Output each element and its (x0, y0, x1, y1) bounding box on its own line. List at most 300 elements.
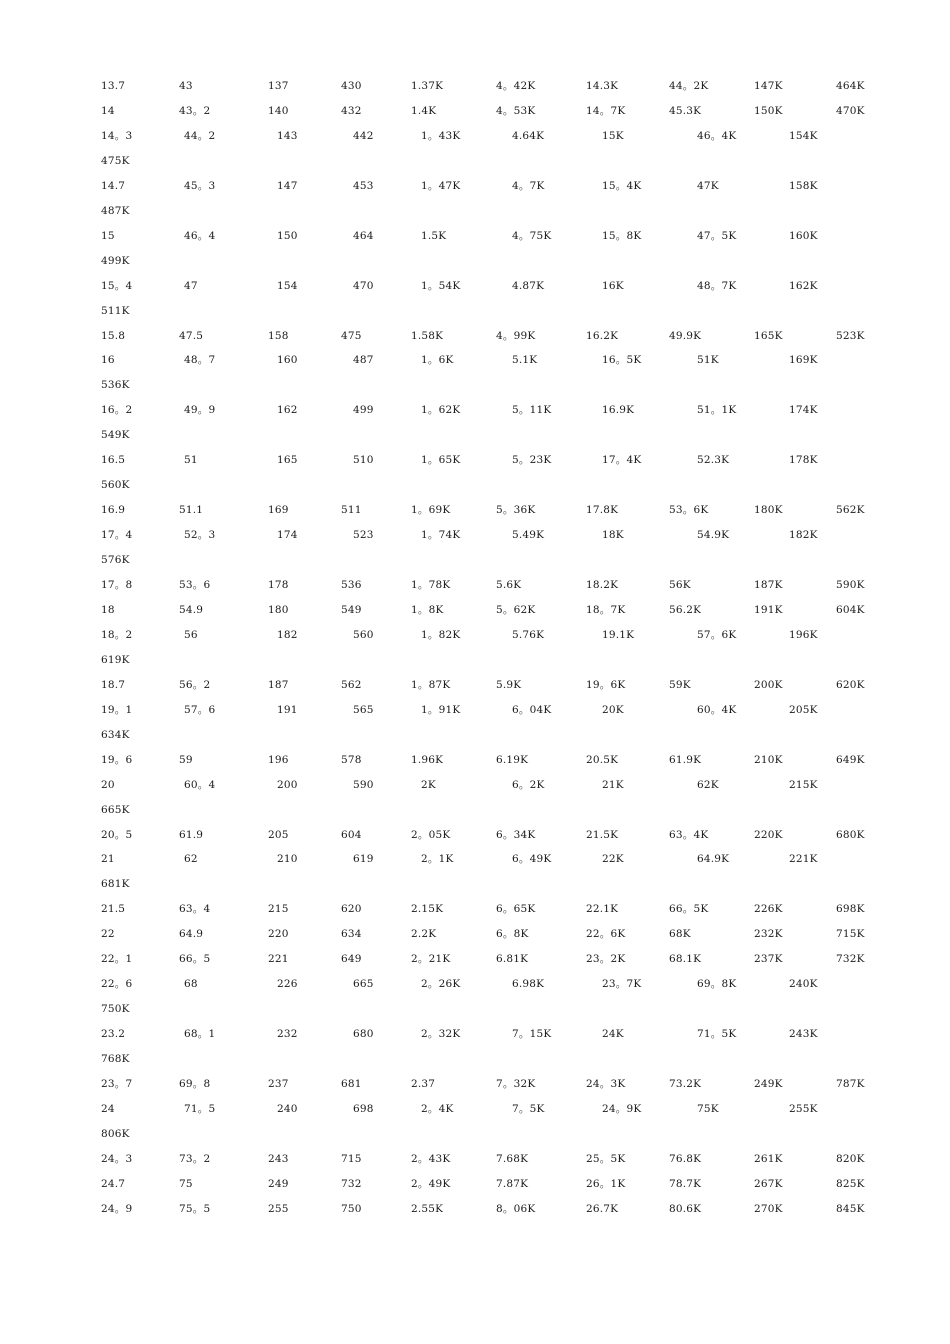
table-cell: 562K (836, 504, 865, 517)
table-cell: 2K (421, 778, 436, 791)
table-cell: 560K (101, 479, 130, 492)
table-cell: 61.9 (179, 828, 204, 841)
table-cell: 5.76K (512, 628, 545, 641)
table-cell: 680K (836, 828, 865, 841)
table-cell: 5.9K (496, 678, 522, 691)
table-cell: 1。69K (411, 504, 451, 517)
table-cell: 16.9K (602, 404, 635, 417)
table-cell: 820K (836, 1152, 865, 1165)
table-cell: 160K (789, 229, 818, 242)
table-cell: 2.15K (411, 903, 444, 916)
table-cell: 191K (754, 603, 783, 616)
table-cell: 73.2K (669, 1078, 702, 1090)
table-cell: 64.9 (179, 928, 204, 941)
table-cell: 80.6K (669, 1202, 702, 1215)
table-cell: 1.4K (411, 104, 437, 117)
table-cell: 187 (268, 678, 289, 691)
table-cell: 255K (789, 1102, 818, 1115)
table-cell: 619K (101, 653, 130, 666)
table-cell: 243K (789, 1028, 818, 1041)
table-cell: 68.1K (669, 953, 702, 966)
table-cell: 453 (353, 179, 374, 192)
table-cell: 750K (101, 1003, 130, 1016)
table-row (0, 898, 950, 920)
table-cell: 2。1K (421, 853, 454, 866)
table-cell: 51.1 (179, 504, 204, 517)
table-cell: 162K (789, 279, 818, 292)
table-cell: 14.3K (586, 80, 619, 92)
wrapped-value-line (0, 649, 950, 671)
table-cell: 649K (836, 753, 865, 766)
table-cell: 578 (341, 753, 362, 766)
table-cell: 178K (789, 454, 818, 467)
table-cell: 432 (341, 104, 362, 117)
table-cell: 562 (341, 678, 362, 691)
table-cell: 5.49K (512, 529, 545, 542)
table-cell: 576K (101, 554, 130, 567)
table-cell: 56。2 (179, 678, 211, 691)
table-cell: 7。32K (496, 1078, 536, 1090)
table-cell: 21K (602, 778, 624, 791)
table-row (0, 1173, 950, 1195)
table-cell: 53。6K (669, 504, 709, 517)
table-cell: 169K (789, 354, 818, 367)
table-row (0, 824, 950, 846)
table-cell: 470K (836, 104, 865, 117)
table-cell: 59 (179, 753, 193, 766)
table-cell: 6.98K (512, 978, 545, 991)
table-cell: 1.5K (421, 229, 447, 242)
table-cell: 6.19K (496, 753, 529, 766)
table-cell: 182 (277, 628, 298, 641)
table-cell: 52.3K (697, 454, 730, 467)
table-row (0, 449, 950, 471)
table-cell: 24。9K (602, 1102, 642, 1115)
table-cell: 17。4K (602, 454, 642, 467)
table-cell: 2。43K (411, 1152, 451, 1165)
table-cell: 56K (669, 579, 691, 591)
table-cell: 220 (268, 928, 289, 941)
table-cell: 78.7K (669, 1177, 702, 1190)
table-cell: 196K (789, 628, 818, 641)
table-cell: 54.9 (179, 603, 204, 616)
table-cell: 1。65K (421, 454, 461, 467)
table-cell: 154 (277, 279, 298, 292)
table-cell: 243 (268, 1152, 289, 1165)
table-cell: 19.1K (602, 628, 635, 641)
wrapped-value-line (0, 549, 950, 571)
table-cell: 2。49K (411, 1177, 451, 1190)
table-row (0, 1023, 950, 1045)
table-cell: 4。7K (512, 179, 545, 192)
table-cell: 182K (789, 529, 818, 542)
table-cell: 51K (697, 354, 719, 367)
table-cell: 18。2 (101, 628, 133, 641)
wrapped-value-line (0, 250, 950, 272)
table-row (0, 699, 950, 721)
table-cell: 180 (268, 603, 289, 616)
table-cell: 2。32K (421, 1028, 461, 1041)
table-cell: 17。8 (101, 579, 133, 591)
table-cell: 22K (602, 853, 624, 866)
table-cell: 24。9 (101, 1202, 133, 1215)
table-cell: 5.1K (512, 354, 538, 367)
table-cell: 20K (602, 703, 624, 716)
table-cell: 2。05K (411, 828, 451, 841)
table-row (0, 674, 950, 696)
table-cell: 66。5 (179, 953, 211, 966)
table-cell: 71。5K (697, 1028, 737, 1041)
table-cell: 6。49K (512, 853, 552, 866)
wrapped-value-line (0, 150, 950, 172)
table-cell: 523K (836, 329, 865, 342)
table-cell: 5。36K (496, 504, 536, 517)
table-cell: 16K (602, 279, 624, 292)
table-cell: 21.5 (101, 903, 126, 916)
table-cell: 2.55K (411, 1202, 444, 1215)
table-cell: 221 (268, 953, 289, 966)
table-cell: 604K (836, 603, 865, 616)
table-cell: 150K (754, 104, 783, 117)
table-cell: 54.9K (697, 529, 730, 542)
table-cell: 62 (184, 853, 198, 866)
table-cell: 43。2 (179, 104, 211, 117)
table-cell: 5。11K (512, 404, 552, 417)
table-row (0, 923, 950, 945)
table-cell: 56 (184, 628, 198, 641)
table-cell: 249 (268, 1177, 289, 1190)
table-cell: 137 (268, 80, 289, 92)
table-cell: 536 (341, 579, 362, 591)
table-cell: 53。6 (179, 579, 211, 591)
table-cell: 51。1K (697, 404, 737, 417)
table-cell: 715K (836, 928, 865, 941)
table-cell: 221K (789, 853, 818, 866)
table-cell: 590K (836, 579, 865, 591)
table-cell: 158 (268, 329, 289, 342)
table-cell: 510 (353, 454, 374, 467)
table-row (0, 225, 950, 247)
table-cell: 1。47K (421, 179, 461, 192)
table-cell: 604 (341, 828, 362, 841)
table-cell: 2。4K (421, 1102, 454, 1115)
table-cell: 226K (754, 903, 783, 916)
table-cell: 16 (101, 354, 115, 367)
table-cell: 20.5K (586, 753, 619, 766)
table-cell: 147 (277, 179, 298, 192)
table-cell: 75。5 (179, 1202, 211, 1215)
table-cell: 499 (353, 404, 374, 417)
table-cell: 52。3 (184, 529, 216, 542)
table-cell: 240K (789, 978, 818, 991)
table-cell: 5.6K (496, 579, 522, 591)
table-cell: 73。2 (179, 1152, 211, 1165)
table-cell: 165K (754, 329, 783, 342)
table-cell: 18。7K (586, 603, 626, 616)
table-cell: 261K (754, 1152, 783, 1165)
table-cell: 180K (754, 504, 783, 517)
table-cell: 698 (353, 1102, 374, 1115)
table-cell: 22。6 (101, 978, 133, 991)
table-cell: 49。9 (184, 404, 216, 417)
table-cell: 200K (754, 678, 783, 691)
table-cell: 845K (836, 1202, 865, 1215)
table-cell: 59K (669, 678, 691, 691)
wrapped-value-line (0, 1123, 950, 1145)
table-cell: 26。1K (586, 1177, 626, 1190)
table-cell: 220K (754, 828, 783, 841)
table-cell: 19。6K (586, 678, 626, 691)
table-cell: 64.9K (697, 853, 730, 866)
wrapped-value-line (0, 799, 950, 821)
table-cell: 18.2K (586, 579, 619, 591)
table-cell: 25。5K (586, 1152, 626, 1165)
table-cell: 2.37 (411, 1078, 436, 1090)
wrapped-value-line (0, 424, 950, 446)
table-cell: 4.64K (512, 129, 545, 142)
table-cell: 681K (101, 878, 130, 891)
table-cell: 56.2K (669, 603, 702, 616)
table-cell: 23。7 (101, 1078, 133, 1090)
table-row (0, 325, 950, 347)
table-cell: 549K (101, 429, 130, 442)
table-cell: 60。4K (697, 703, 737, 716)
table-cell: 1。82K (421, 628, 461, 641)
table-cell: 158K (789, 179, 818, 192)
table-cell: 21.5K (586, 828, 619, 841)
table-row (0, 774, 950, 796)
table-cell: 681 (341, 1078, 362, 1090)
table-row (0, 948, 950, 970)
table-cell: 442 (353, 129, 374, 142)
table-cell: 430 (341, 80, 362, 92)
table-cell: 17。4 (101, 529, 133, 542)
wrapped-value-line (0, 200, 950, 222)
table-cell: 240 (277, 1102, 298, 1115)
table-cell: 21 (101, 853, 115, 866)
table-cell: 270K (754, 1202, 783, 1215)
table-cell: 1.37K (411, 80, 444, 92)
table-cell: 14。7K (586, 104, 626, 117)
table-cell: 6.81K (496, 953, 529, 966)
table-cell: 200 (277, 778, 298, 791)
table-cell: 732K (836, 953, 865, 966)
table-cell: 825K (836, 1177, 865, 1190)
table-cell: 499K (101, 254, 130, 267)
table-cell: 47。5K (697, 229, 737, 242)
table-cell: 2.2K (411, 928, 437, 941)
table-row (0, 275, 950, 297)
table-cell: 1.96K (411, 753, 444, 766)
table-cell: 20 (101, 778, 115, 791)
table-cell: 215 (268, 903, 289, 916)
table-cell: 237 (268, 1078, 289, 1090)
table-cell: 24。3 (101, 1152, 133, 1165)
table-cell: 210K (754, 753, 783, 766)
table-row (0, 848, 950, 870)
table-cell: 57。6 (184, 703, 216, 716)
table-cell: 165 (277, 454, 298, 467)
table-cell: 71。5 (184, 1102, 216, 1115)
table-cell: 732 (341, 1177, 362, 1190)
table-cell: 15。4K (602, 179, 642, 192)
table-cell: 57。6K (697, 628, 737, 641)
table-cell: 6。04K (512, 703, 552, 716)
table-cell: 215K (789, 778, 818, 791)
table-cell: 22.1K (586, 903, 619, 916)
table-cell: 45。3 (184, 179, 216, 192)
table-cell: 44。2K (669, 80, 709, 92)
table-cell: 511K (101, 304, 130, 317)
table-cell: 787K (836, 1078, 865, 1090)
table-cell: 14.7 (101, 179, 126, 192)
table-cell: 20。5 (101, 828, 133, 841)
table-cell: 1。62K (421, 404, 461, 417)
table-cell: 680 (353, 1028, 374, 1041)
table-cell: 511 (341, 504, 362, 517)
table-cell: 68 (184, 978, 198, 991)
table-cell: 174K (789, 404, 818, 417)
table-cell: 487 (353, 354, 374, 367)
table-row (0, 75, 950, 97)
table-cell: 464K (836, 80, 865, 92)
table-row (0, 100, 950, 122)
table-cell: 7.68K (496, 1152, 529, 1165)
table-cell: 715 (341, 1152, 362, 1165)
table-cell: 22。6K (586, 928, 626, 941)
table-cell: 255 (268, 1202, 289, 1215)
table-cell: 806K (101, 1127, 130, 1140)
table-cell: 1。6K (421, 354, 454, 367)
table-cell: 634 (341, 928, 362, 941)
table-cell: 205 (268, 828, 289, 841)
table-cell: 47 (184, 279, 198, 292)
table-cell: 620 (341, 903, 362, 916)
table-cell: 62K (697, 778, 719, 791)
table-cell: 18.7 (101, 678, 126, 691)
table-row (0, 624, 950, 646)
table-cell: 232 (277, 1028, 298, 1041)
table-cell: 23.2 (101, 1028, 126, 1041)
table-cell: 2。26K (421, 978, 461, 991)
table-cell: 6。65K (496, 903, 536, 916)
table-cell: 634K (101, 728, 130, 741)
wrapped-value-line (0, 1048, 950, 1070)
table-row (0, 499, 950, 521)
table-cell: 6。8K (496, 928, 529, 941)
table-row (0, 1073, 950, 1095)
table-cell: 48。7K (697, 279, 737, 292)
table-cell: 140 (268, 104, 289, 117)
table-cell: 665 (353, 978, 374, 991)
table-cell: 150 (277, 229, 298, 242)
table-row (0, 574, 950, 596)
table-cell: 18K (602, 529, 624, 542)
wrapped-value-line (0, 474, 950, 496)
table-cell: 6。2K (512, 778, 545, 791)
table-cell: 16。2 (101, 404, 133, 417)
table-cell: 1.58K (411, 329, 444, 342)
table-cell: 226 (277, 978, 298, 991)
table-cell: 14。3 (101, 129, 133, 142)
table-cell: 1。87K (411, 678, 451, 691)
table-cell: 63。4 (179, 903, 211, 916)
wrapped-value-line (0, 873, 950, 895)
table-cell: 619 (353, 853, 374, 866)
table-cell: 475K (101, 154, 130, 167)
table-cell: 169 (268, 504, 289, 517)
table-cell: 1。91K (421, 703, 461, 716)
table-cell: 24。3K (586, 1078, 626, 1090)
table-cell: 15.8 (101, 329, 126, 342)
table-row (0, 524, 950, 546)
table-row (0, 175, 950, 197)
table-cell: 69。8 (179, 1078, 211, 1090)
table-cell: 249K (754, 1078, 783, 1090)
table-cell: 43 (179, 80, 193, 92)
table-cell: 560 (353, 628, 374, 641)
table-cell: 649 (341, 953, 362, 966)
table-cell: 16.9 (101, 504, 126, 517)
table-cell: 178 (268, 579, 289, 591)
table-cell: 45.3K (669, 104, 702, 117)
wrapped-value-line (0, 300, 950, 322)
table-cell: 2。21K (411, 953, 451, 966)
table-cell: 7.87K (496, 1177, 529, 1190)
table-cell: 523 (353, 529, 374, 542)
table-cell: 237K (754, 953, 783, 966)
table-cell: 16.2K (586, 329, 619, 342)
table-cell: 590 (353, 778, 374, 791)
table-cell: 232K (754, 928, 783, 941)
table-cell: 487K (101, 204, 130, 217)
table-cell: 665K (101, 803, 130, 816)
table-cell: 46。4K (697, 129, 737, 142)
table-cell: 1。74K (421, 529, 461, 542)
table-cell: 7。5K (512, 1102, 545, 1115)
table-cell: 24.7 (101, 1177, 126, 1190)
table-cell: 187K (754, 579, 783, 591)
table-cell: 174 (277, 529, 298, 542)
table-cell: 18 (101, 603, 115, 616)
table-cell: 5。62K (496, 603, 536, 616)
table-cell: 46。4 (184, 229, 216, 242)
table-row (0, 1098, 950, 1120)
table-row (0, 599, 950, 621)
table-cell: 23。2K (586, 953, 626, 966)
table-cell: 1。78K (411, 579, 451, 591)
table-cell: 15。4 (101, 279, 133, 292)
table-cell: 69。8K (697, 978, 737, 991)
table-cell: 15。8K (602, 229, 642, 242)
table-cell: 4.87K (512, 279, 545, 292)
table-cell: 47K (697, 179, 719, 192)
table-cell: 22 (101, 928, 115, 941)
table-cell: 24K (602, 1028, 624, 1041)
table-cell: 750 (341, 1202, 362, 1215)
table-cell: 48。7 (184, 354, 216, 367)
wrapped-value-line (0, 724, 950, 746)
table-cell: 7。15K (512, 1028, 552, 1041)
table-cell: 464 (353, 229, 374, 242)
table-cell: 5。23K (512, 454, 552, 467)
table-cell: 8。06K (496, 1202, 536, 1215)
table-cell: 13.7 (101, 80, 126, 92)
table-cell: 205K (789, 703, 818, 716)
table-cell: 4。42K (496, 80, 536, 92)
table-cell: 66。5K (669, 903, 709, 916)
wrapped-value-line (0, 374, 950, 396)
